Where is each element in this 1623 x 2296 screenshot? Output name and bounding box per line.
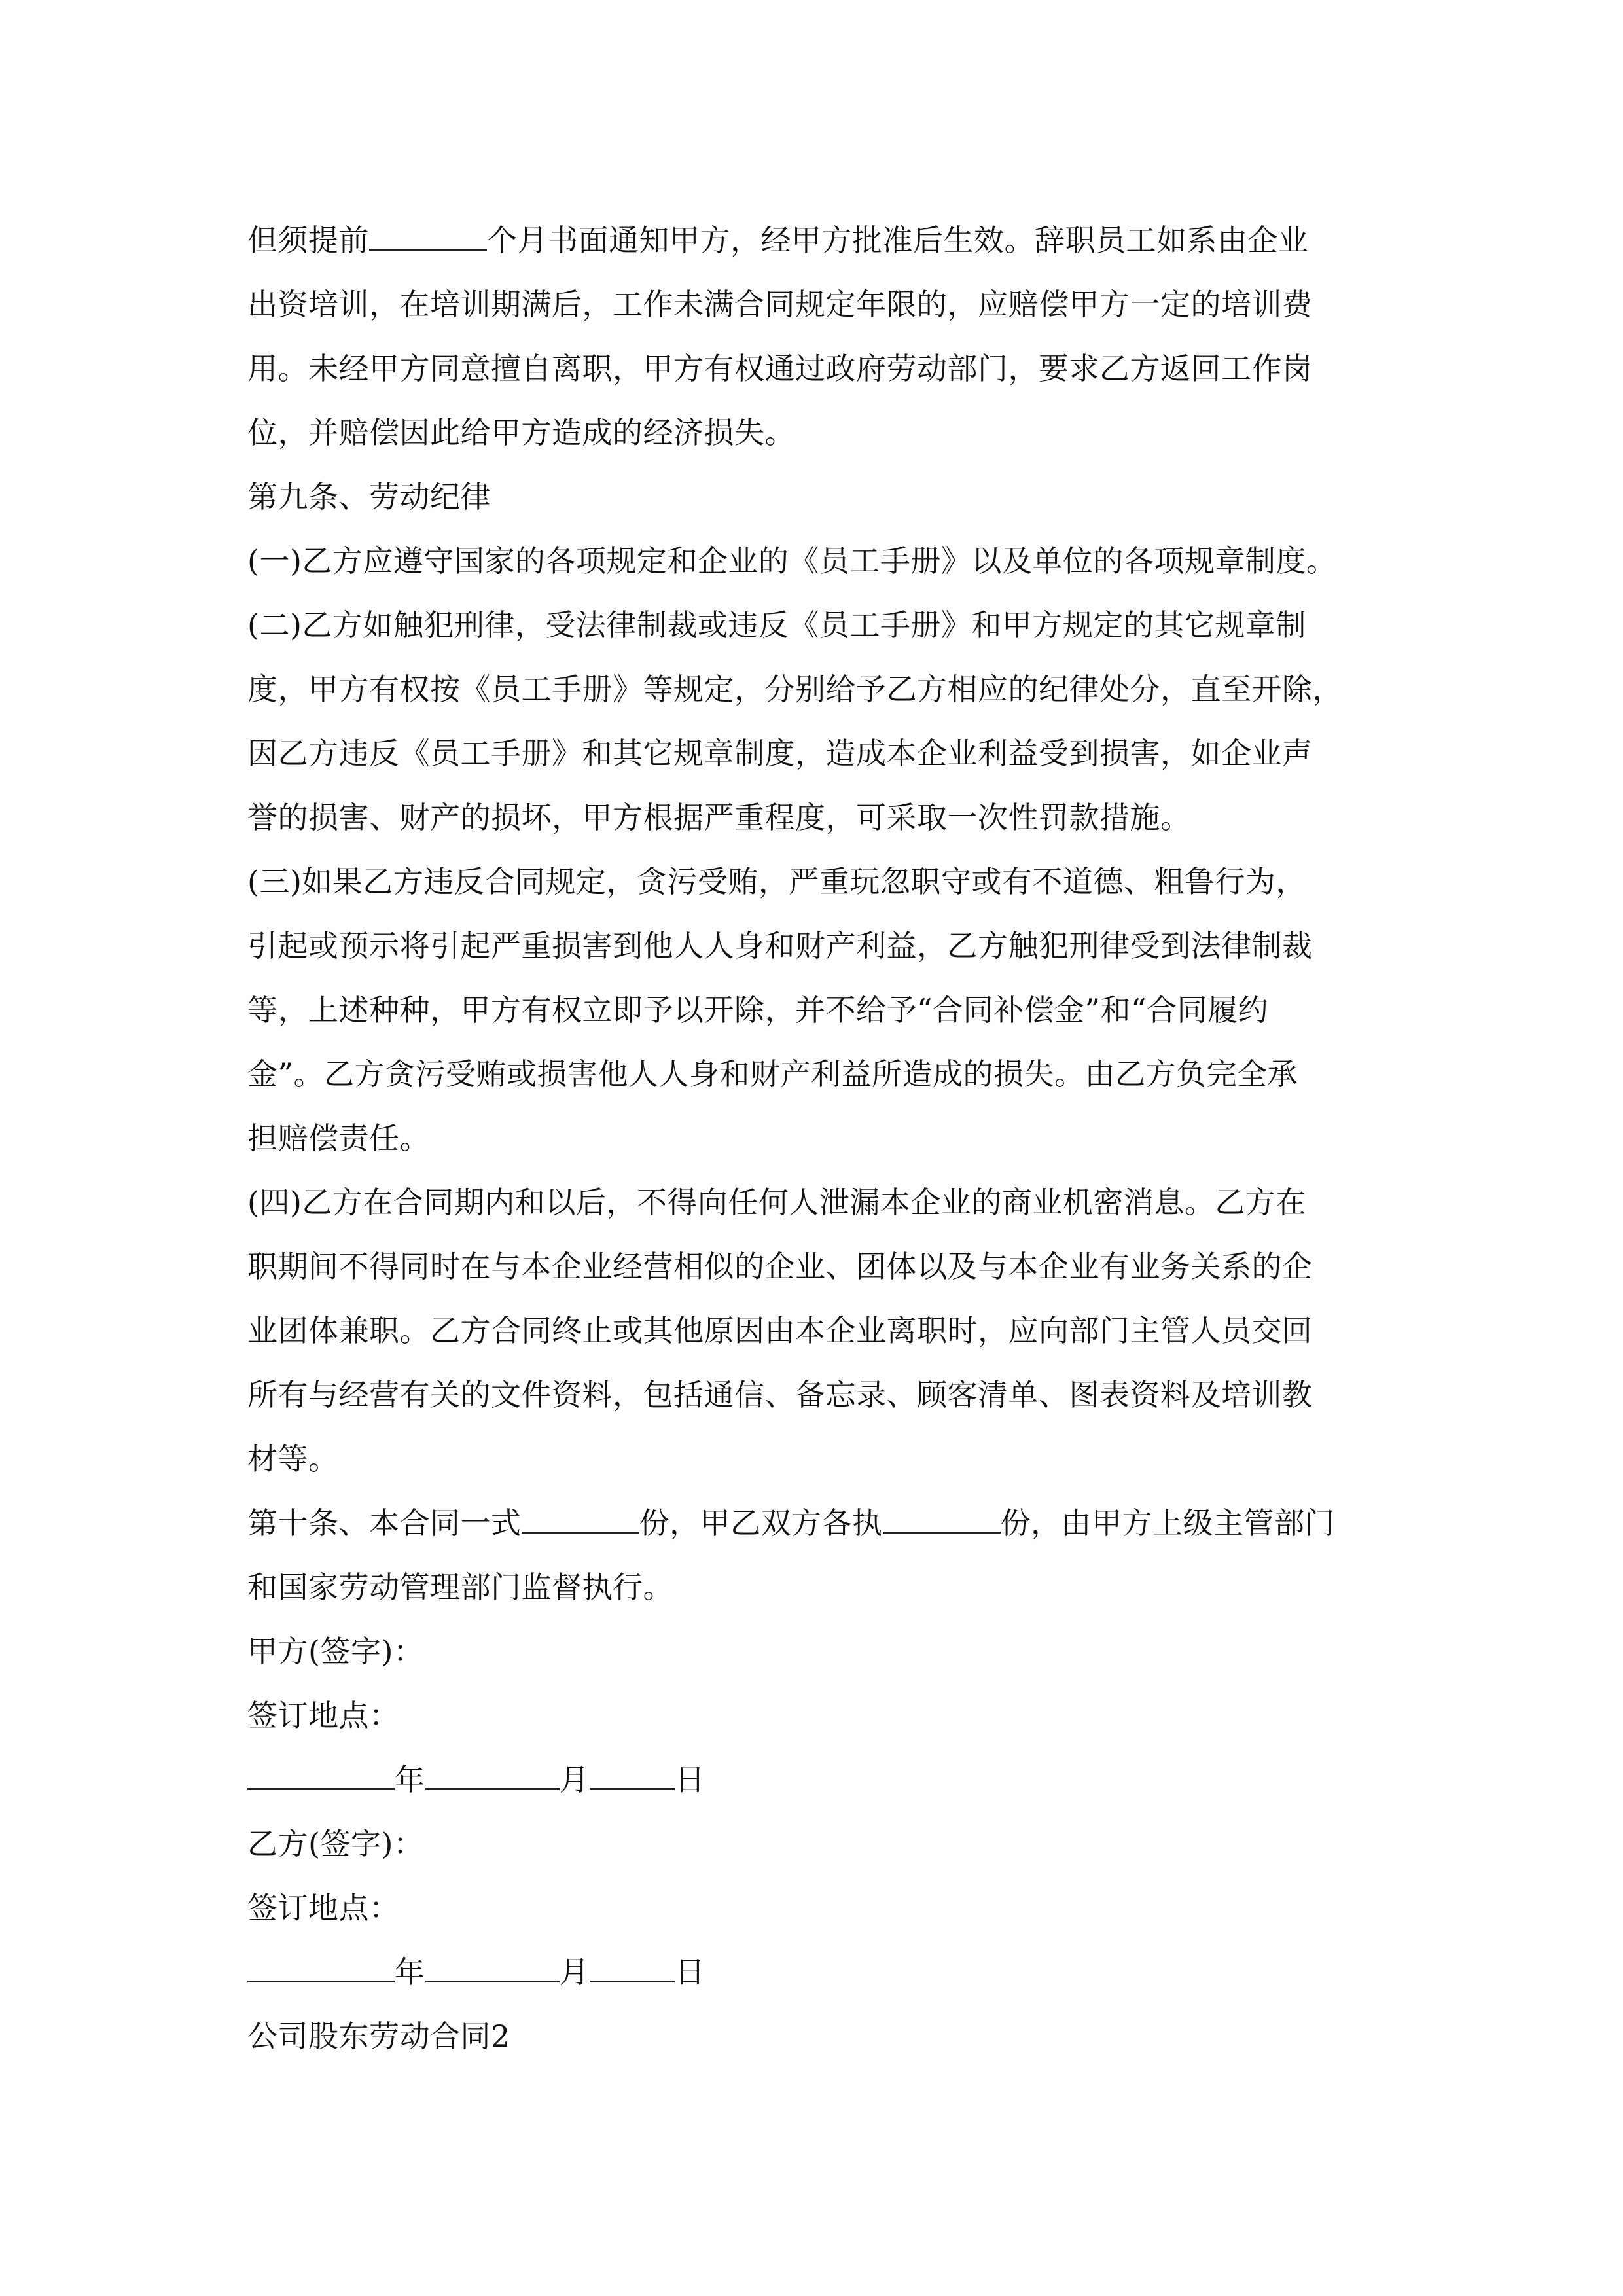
notice-period-line xyxy=(247,208,1386,272)
fill-blank-month xyxy=(425,1765,560,1790)
text-run: 份，由甲方上级主管部门 xyxy=(1000,1505,1335,1541)
party-b-signature-label: 乙方(签字)： xyxy=(247,1826,424,1861)
fill-blank-month xyxy=(425,1957,560,1982)
month-label: 月 xyxy=(559,1762,590,1797)
fill-blank-day xyxy=(590,1957,675,1982)
document-body xyxy=(247,208,1386,2068)
text-run: 第十条、本合同一式 xyxy=(247,1505,522,1541)
paragraph-line: 和国家劳动管理部门监督执行。 xyxy=(247,1570,673,1605)
paragraph-line: 等，上述种种，甲方有权立即予以开除，并不给予“合同补偿金”和“合同履约 xyxy=(247,992,1269,1028)
paragraph-line: 所有与经营有关的文件资料，包括通信、备忘录、顾客清单、图表资料及培训教 xyxy=(247,1377,1313,1412)
party-a-signing-place-label: 签订地点： xyxy=(247,1698,400,1733)
paragraph-line: 因乙方违反《员工手册》和其它规章制度，造成本企业利益受到损害，如企业声 xyxy=(247,736,1313,771)
fill-blank-months xyxy=(369,225,487,251)
paragraph-line: 金”。乙方贪污受贿或损害他人人身和财产利益所造成的损失。由乙方负完全承 xyxy=(247,1056,1298,1092)
year-label: 年 xyxy=(395,1762,425,1797)
paragraph-line: 誉的损害、财产的损坏，甲方根据严重程度，可采取一次性罚款措施。 xyxy=(247,800,1191,835)
clause-4-line: (四)乙方在合同期内和以后，不得向任何人泄漏本企业的商业机密消息。乙方在 xyxy=(247,1185,1306,1220)
fill-blank-year xyxy=(247,1957,395,1982)
paragraph-line: 度，甲方有权按《员工手册》等规定，分别给予乙方相应的纪律处分，直至开除， xyxy=(247,672,1343,707)
text-run: 份，甲乙双方各执 xyxy=(639,1505,883,1541)
fill-blank-copies-each xyxy=(883,1508,1001,1534)
year-label: 年 xyxy=(395,1954,425,1990)
party-a-signature-label: 甲方(签字)： xyxy=(247,1634,424,1669)
fill-blank-day xyxy=(590,1765,675,1790)
party-a-date-line xyxy=(247,1748,1386,1812)
paragraph-line: 出资培训，在培训期满后，工作未满合同规定年限的，应赔偿甲方一定的培训费 xyxy=(247,287,1313,322)
paragraph-line: 位，并赔偿因此给甲方造成的经济损失。 xyxy=(247,415,795,450)
clause-1-line: (一)乙方应遵守国家的各项规定和企业的《员工手册》以及单位的各项规章制度。 xyxy=(247,543,1337,579)
party-b-signing-place-label: 签订地点： xyxy=(247,1890,400,1926)
paragraph-line: 担赔偿责任。 xyxy=(247,1121,430,1156)
month-label: 月 xyxy=(559,1954,590,1990)
paragraph-line: 业团体兼职。乙方合同终止或其他原因由本企业离职时，应向部门主管人员交回 xyxy=(247,1313,1313,1348)
fill-blank-copies-total xyxy=(522,1508,639,1534)
paragraph-line: 引起或预示将引起严重损害到他人人身和财产利益，乙方触犯刑律受到法律制裁 xyxy=(247,928,1313,963)
paragraph-line: 职期间不得同时在与本企业经营相似的企业、团体以及与本企业有业务关系的企 xyxy=(247,1249,1313,1284)
clause-3-line: (三)如果乙方违反合同规定，贪污受贿，严重玩忽职守或有不道德、粗鲁行为， xyxy=(247,864,1306,899)
day-label: 日 xyxy=(675,1762,705,1797)
paragraph-line: 用。未经甲方同意擅自离职，甲方有权通过政府劳动部门，要求乙方返回工作岗 xyxy=(247,351,1313,386)
article-10-line xyxy=(247,1491,1386,1555)
clause-2-line: (二)乙方如触犯刑律，受法律制裁或违反《员工手册》和甲方规定的其它规章制 xyxy=(247,607,1306,643)
paragraph-line: 材等。 xyxy=(247,1441,339,1477)
section-heading-article-9: 第九条、劳动纪律 xyxy=(247,479,491,514)
fill-blank-year xyxy=(247,1765,395,1790)
text-run: 但须提前 xyxy=(247,223,369,258)
party-b-date-line xyxy=(247,1940,1386,2004)
next-document-title: 公司股东劳动合同2 xyxy=(247,2018,510,2054)
day-label: 日 xyxy=(675,1954,705,1990)
text-run: 个月书面通知甲方，经甲方批准后生效。辞职员工如系由企业 xyxy=(487,223,1309,258)
